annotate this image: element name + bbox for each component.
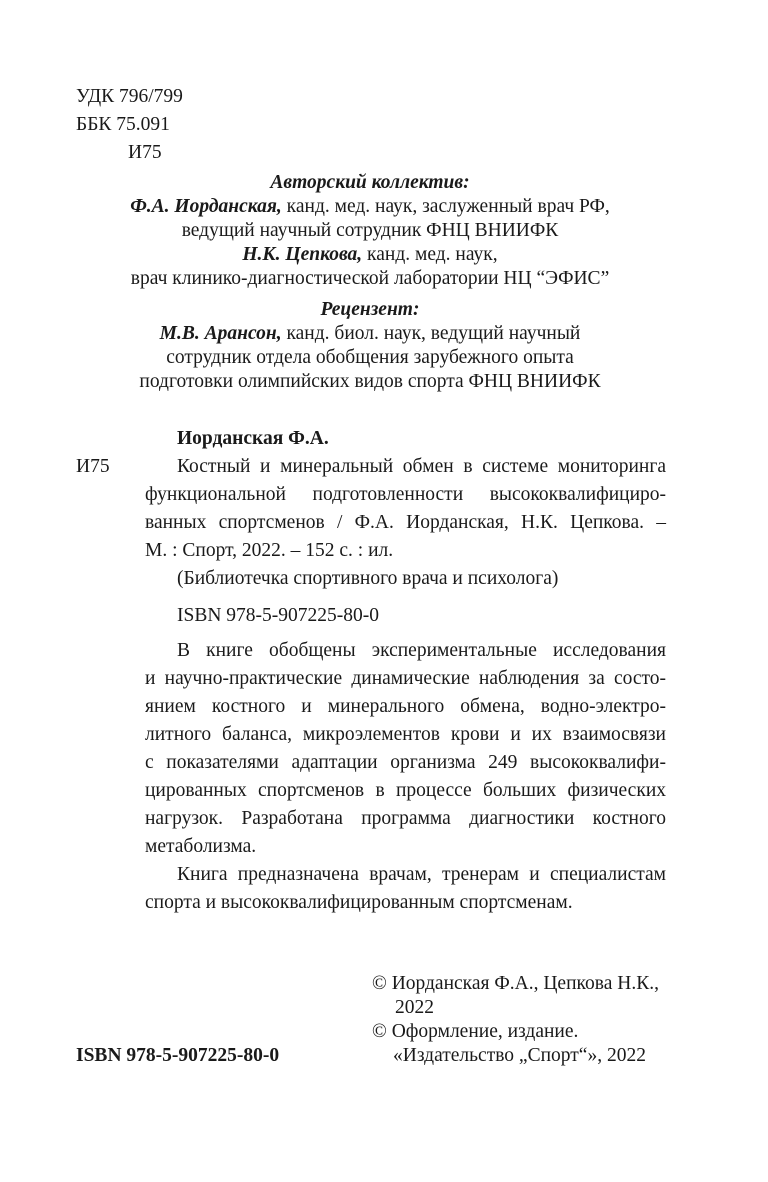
catalog-author: Иорданская Ф.А. [177,428,329,449]
catalog-isbn: ISBN 978-5-907225-80-0 [177,605,380,626]
reviewer-credentials: канд. биол. наук, ведущий научный [281,323,581,344]
author-sign: И75 [128,142,162,163]
author2-credentials: канд. мед. наук, [362,244,498,265]
catalog-line-4: М. : Спорт, 2022. – 152 с. : ил. [145,540,394,561]
author1-credentials: канд. мед. наук, заслуженный врач РФ, [281,196,610,217]
annotation-line-4: литного баланса, микроэлементов крови и их взаимосвязи [145,724,666,745]
reviewer-line [0,320,740,347]
annotation-line-8: метаболизма. [145,836,257,857]
catalog-line-1: Костный и минеральный обмен в системе мониторинга [177,456,666,477]
authors-heading: Авторский коллектив: [270,172,470,193]
annotation-line-5: с показателями адаптации организма 249 высококвалифи- [145,752,666,773]
annotation-line-6: цированных спортсменов в процессе больших физических [145,780,666,801]
catalog-line-3: ванных спортсменов / Ф.А. Иорданская, Н.К. Цепкова. – [145,512,666,533]
bbk-code: ББК 75.091 [76,114,170,135]
catalog-line-2: функциональной подготовленности высококвалифициро- [145,484,666,505]
annotation-line-7: нагрузок. Разработана программа диагностики костного [145,808,666,829]
author2-line [0,241,740,268]
copyright-line-1: © Иорданская Ф.А., Цепкова Н.К., [372,973,659,994]
annotation-line-1: В книге обобщены экспериментальные исследования [177,640,666,661]
author1-line [0,193,740,220]
annotation-para2-line-1: Книга предназначена врачам, тренерам и специалистам [177,864,666,885]
bottom-isbn: ISBN 978-5-907225-80-0 [76,1045,280,1066]
author1-position: ведущий научный сотрудник ФНЦ ВНИИФК [181,220,559,241]
annotation-para2-line-2: спорта и высококвалифицированным спортсменам. [145,892,573,913]
annotation-line-2: и научно-практические динамические наблюдения за состо- [145,668,666,689]
reviewer-name: М.В. Арансон, [159,323,282,344]
copyright-line-3: © Оформление, издание. [372,1021,579,1042]
catalog-series: (Библиотечка спортивного врача и психолога) [177,568,559,589]
annotation-line-3: янием костного и минерального обмена, водно-электро- [145,696,666,717]
reviewer-position-1: сотрудник отдела обобщения зарубежного опыта [166,347,574,368]
udk-code: УДК 796/799 [76,86,183,107]
author1-name: Ф.А. Иорданская, [130,196,282,217]
author2-name: Н.К. Цепкова, [242,244,363,265]
catalog-sign: И75 [76,456,110,477]
reviewer-position-2: подготовки олимпийских видов спорта ФНЦ ВНИИФК [139,371,601,392]
copyright-line-2: 2022 [395,997,434,1018]
reviewer-heading: Рецензент: [320,299,420,320]
copyright-line-4: «Издательство „Спорт“», 2022 [393,1045,646,1066]
author2-position: врач клинико-диагностической лаборатории НЦ “ЭФИС” [130,268,610,289]
